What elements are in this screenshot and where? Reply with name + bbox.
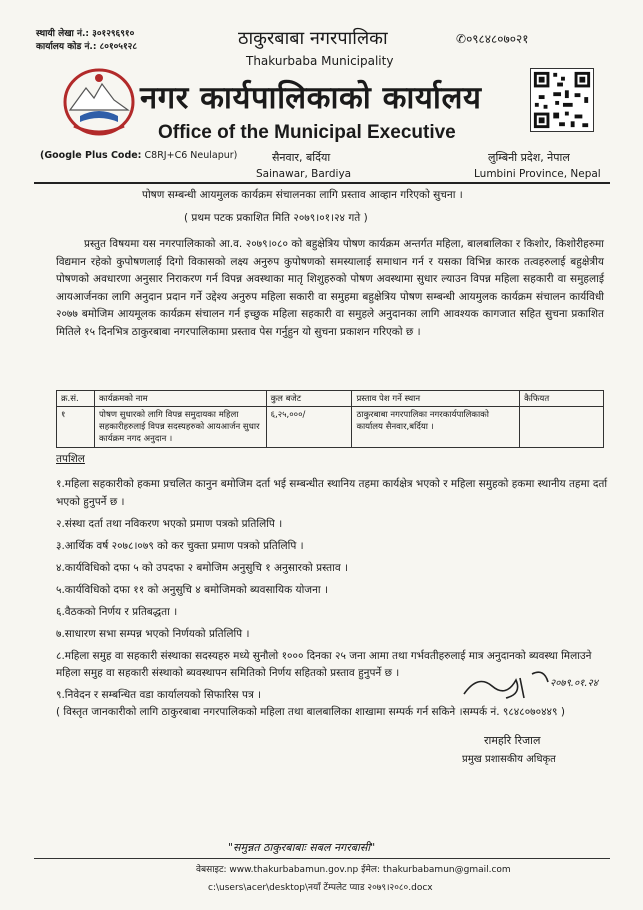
- list-item: ६.वैठकको निर्णय र प्रतिबद्धता ।: [56, 605, 178, 618]
- province-nepali: लुम्बिनी प्रदेश, नेपाल: [488, 151, 570, 164]
- province-english: Lumbini Province, Nepal: [474, 168, 601, 180]
- table-cell-budget: ६,२५,०००/: [266, 407, 352, 448]
- list-item: ४.कार्यविधिको दफा ५ को उपदफा २ बमोजिम अनुसुचि १ अनुसारको प्रस्ताव ।: [56, 561, 349, 574]
- office-title-nepali: नगर कार्यपालिकाको कार्यालय: [140, 80, 482, 116]
- notice-paragraph: प्रस्तुत विषयमा यस नगरपालिकाको आ.व. २०७९।०८० को बहुक्षेत्रिय पोषण कार्यक्रम अन्तर्गत महिला, बालबालिका र किशोर, किशोरीहरुमा विद्यमान रहेको कुपोषणलाई दिगो विकासको लक्ष्य अनुरुप कुपोषणको समस्यालाई समाधान गर्न र यसका विभिन्न कारक तत्वहरुलाई बहुक्षेत्रीय पोषणको अवधारणा अनुसार निराकरण गर्न विपन्न अवस्थाका मातृ शिशुहरुको पोषण अवस्थामा सुधार ल्याउन विपन्न महिला सहकारी वा समुहलाई आयआर्जनका लागि अनुदान प्रदान गर्ने उद्देश्य अनुरुप महिला सकारी वा समुहमा बहुक्षेत्रिय पोषण सम्बन्धी आयमुलक कार्यक्रम संचालन कार्यविधी २०७७ बमोजिम आयमूलक कार्यक्रम संचालन गर्न इच्छुक महिला सहकारी वा समुहले अनुदानका लागि आवश्यक कागजात सहित सुचना प्रकाशित मितिले १५ दिनभित्र ठाकुरबाबा नगरपालिकामा प्रस्ताव पेस गर्नुहुन यो सुचना प्रकाशन गरिएको छ ।: [56, 238, 604, 338]
- list-item: ९.निवेदन र सम्बन्धित वडा कार्यालयको सिफारिस पत्र ।: [56, 689, 262, 701]
- table-cell-program: पोषण सुधारको लागि विपन्न समुदायका महिला सहकारीहरुलाई विपन्न सदस्यहरुको आयआर्जन सुधार कार्यक्रम नगद अनुदान ।: [94, 407, 266, 448]
- footer-contact: वेबसाइट: www.thakurbabamun.gov.np ईमेल: thakurbabamun@gmail.com: [196, 865, 511, 875]
- table-header-cell: प्रस्ताव पेश गर्ने स्थान: [352, 391, 520, 407]
- phone-number: ✆०९८४८०७०२१: [456, 32, 529, 46]
- header-ids: [36, 28, 137, 54]
- table-header-cell: कैफियत: [520, 391, 604, 407]
- table-header-cell: क्र.सं.: [57, 391, 95, 407]
- table-header-row: [57, 391, 604, 407]
- location-english: Sainawar, Bardiya: [256, 168, 352, 180]
- nepal-emblem-icon: [60, 66, 138, 138]
- program-table: [56, 390, 604, 448]
- notice-subject: पोषण सम्बन्धी आयमुलक कार्यक्रम संचालनका लागि प्रस्ताव आव्हान गरिएको सुचना ।: [142, 189, 463, 201]
- notes-heading: तपशिल: [56, 453, 85, 465]
- list-item: १.महिला सहकारीको हकमा प्रचलित कानुन बमोजिम दर्ता भई सम्बन्धीत स्थानिय तहमा कार्यक्षेत्र भएको र महिला समुहको हकमा स्थानीय तहमा दर्ता भएको हुनुपर्ने छ ।: [56, 478, 608, 508]
- office-code: कार्यालय कोड नं.: ८०१०५१२८: [36, 42, 138, 52]
- publication-date: ( प्रथम पटक प्रकाशित मिति २०७९।०१।२४ गते ): [184, 212, 368, 224]
- footer-filepath: c:\users\acer\desktop\नयाँ टेंम्पलेट प्याड २०७९।२०८०.docx: [208, 883, 433, 893]
- list-item: ५.कार्यविधिको दफा ११ को अनुसुचि ४ बमोजिमको ब्यवसायिक योजना ।: [56, 583, 328, 596]
- location-nepali: सैनवार, बर्दिया: [272, 151, 331, 164]
- google-plus-code: (Google Plus Code: C8RJ+C6 Neulapur): [40, 150, 238, 161]
- table-cell-place: ठाकुरबाबा नगरपालिका नगरकार्यपालिकाको कार्यालय सैनवार,बर्दिया ।: [352, 407, 520, 448]
- permanent-account-no: स्थायी लेखा नं.: ३०१२९६९१०: [36, 29, 135, 39]
- list-item: ३.आर्थिक वर्ष २०७८।०७९ को कर चुक्ता प्रमाण पत्रको प्रतिलिपि ।: [56, 539, 304, 552]
- header-divider: [34, 182, 610, 184]
- table-header-cell: कार्यक्रमको नाम: [94, 391, 266, 407]
- phone-icon: ✆: [456, 32, 467, 46]
- signatory-title: प्रमुख प्रशासकीय अधिकृत: [462, 754, 556, 765]
- qr-code-icon: [530, 68, 594, 132]
- table-cell-sn: १: [57, 407, 95, 448]
- table-row: [57, 407, 604, 448]
- table-cell-remarks: [520, 407, 604, 448]
- municipality-name-nepali: ठाकुरबाबा नगरपालिका: [238, 28, 388, 49]
- footer-motto: "समुन्नत ठाकुरबाबाः सबल नगरबासी": [228, 841, 376, 854]
- office-title-english: Office of the Municipal Executive: [158, 122, 456, 143]
- contact-note: ( विस्तृत जानकारीको लागि ठाकुरबाबा नगरपालिकको महिला तथा बालबालिका शाखामा सम्पर्क गर्न सकिने ।सम्पर्क नं. ९८४८०७०४४९ ): [56, 706, 565, 718]
- signature-icon: [458, 664, 618, 704]
- list-item: ७.साधारण सभा सम्पन्न भएको निर्णयको प्रतिलिपि ।: [56, 627, 250, 640]
- list-item: २.संस्था दर्ता तथा नविकरण भएको प्रमाण पत्रको प्रतिलिपि ।: [56, 517, 283, 530]
- municipality-name-english: Thakurbaba Municipality: [246, 54, 394, 68]
- footer-divider: [34, 858, 610, 859]
- signatory-name: रामहरि रिजाल: [484, 734, 541, 747]
- table-header-cell: कुल बजेट: [266, 391, 352, 407]
- list-item: ८.महिला समुह वा सहकारी संस्थाका सदस्यहरु मध्ये सुनौलो १००० दिनका २५ जना आमा तथा गर्भवतीहरुलाई मात्र अनुदानको ब्यवस्था मिलाउने महिला समुह वा सहकारी संस्थाको ब्यवस्थापन समितिको निर्णय सहितको प्रस्ताव हुनुपर्ने छ ।: [56, 649, 592, 679]
- svg-text:२०७९.०१.२४: २०७९.०१.२४: [550, 678, 598, 689]
